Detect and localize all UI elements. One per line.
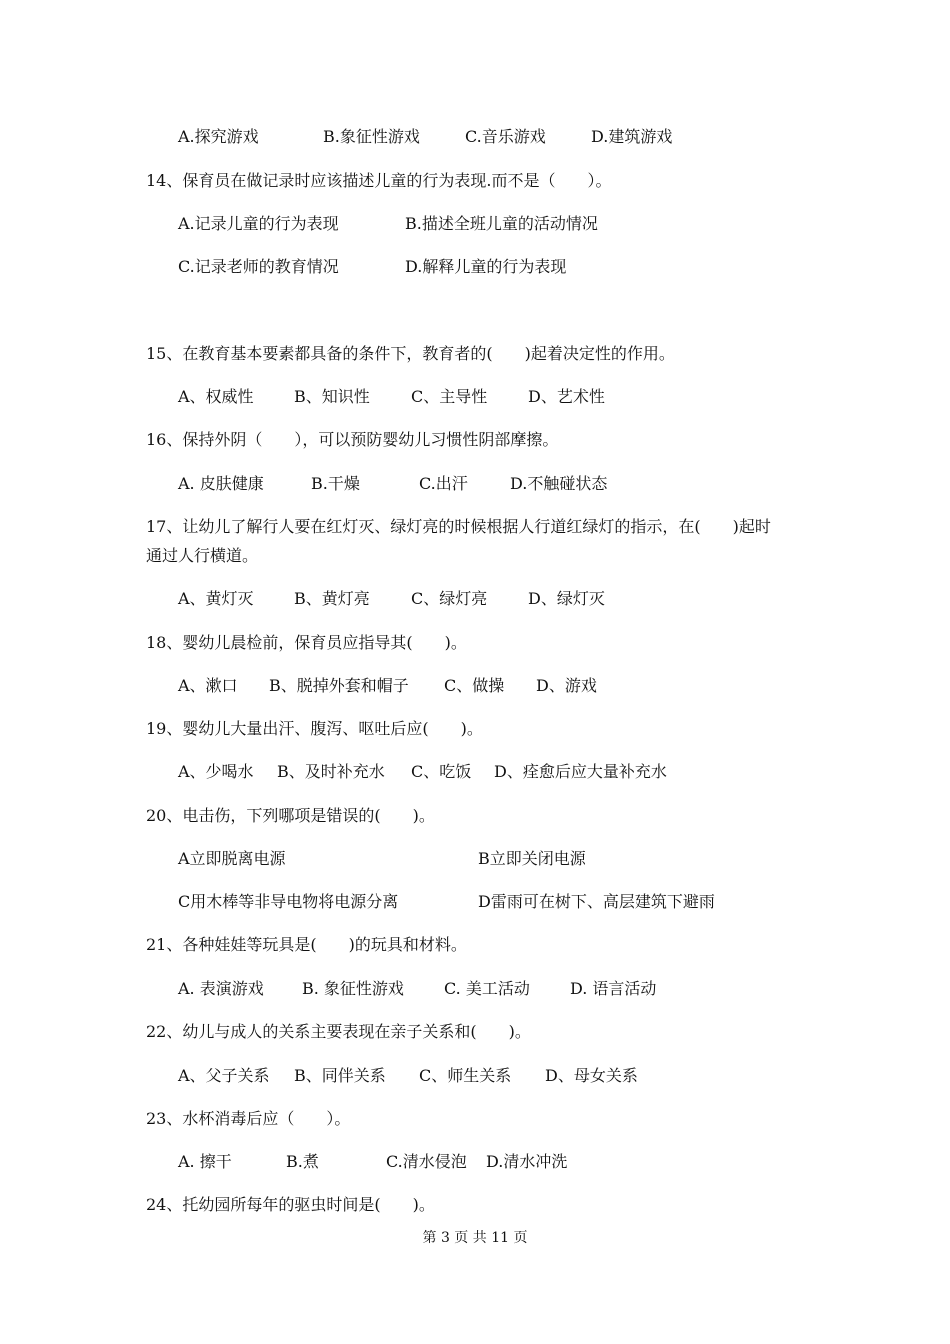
q16-option-b: B.干燥 bbox=[311, 474, 360, 493]
q22-option-b: B、同伴关系 bbox=[294, 1066, 386, 1085]
q15-option-d: D、艺术性 bbox=[528, 387, 605, 406]
q22-option-d: D、母女关系 bbox=[545, 1066, 638, 1085]
q17-question-line1: 17、让幼儿了解行人要在红灯灭、绿灯亮的时候根据人行道红绿灯的指示，在( )起时 bbox=[146, 517, 771, 536]
q14-option-d: D.解释儿童的行为表现 bbox=[405, 257, 567, 276]
q21-option-b: B. 象征性游戏 bbox=[302, 979, 404, 998]
q16-option-d: D.不触碰状态 bbox=[510, 474, 608, 493]
q21-option-c: C. 美工活动 bbox=[444, 979, 530, 998]
q13-option-c: C.音乐游戏 bbox=[465, 127, 546, 146]
q20-option-c: C用木棒等非导电物将电源分离 bbox=[178, 892, 399, 911]
page-footer: 第 3 页 共 11 页 bbox=[422, 1230, 528, 1246]
q18-option-a: A、漱口 bbox=[178, 676, 238, 695]
q23-option-a: A. 擦干 bbox=[178, 1152, 232, 1171]
q17-option-d: D、绿灯灭 bbox=[528, 589, 605, 608]
q19-option-c: C、吃饭 bbox=[411, 762, 472, 781]
q22-option-a: A、父子关系 bbox=[178, 1066, 270, 1085]
q19-option-b: B、及时补充水 bbox=[277, 762, 385, 781]
q22-question: 22、幼儿与成人的关系主要表现在亲子关系和( )。 bbox=[146, 1022, 531, 1041]
q18-option-b: B、脱掉外套和帽子 bbox=[269, 676, 409, 695]
q21-option-a: A. 表演游戏 bbox=[178, 979, 264, 998]
q20-option-a: A立即脱离电源 bbox=[178, 849, 286, 868]
q21-option-d: D. 语言活动 bbox=[570, 979, 657, 998]
q17-option-a: A、黄灯灭 bbox=[178, 589, 254, 608]
q13-option-d: D.建筑游戏 bbox=[591, 127, 673, 146]
q14-question: 14、保育员在做记录时应该描述儿童的行为表现.而不是（ ）。 bbox=[146, 171, 612, 190]
q23-option-c: C.清水侵泡 bbox=[386, 1152, 467, 1171]
q15-option-b: B、知识性 bbox=[294, 387, 370, 406]
q22-option-c: C、师生关系 bbox=[419, 1066, 512, 1085]
q23-option-d: D.清水冲洗 bbox=[486, 1152, 568, 1171]
q21-question: 21、各种娃娃等玩具是( )的玩具和材料。 bbox=[146, 935, 467, 954]
q18-question: 18、婴幼儿晨检前，保育员应指导其( )。 bbox=[146, 633, 467, 652]
q17-option-c: C、绿灯亮 bbox=[411, 589, 488, 608]
q20-option-d: D雷雨可在树下、高层建筑下避雨 bbox=[478, 892, 715, 911]
q17-question-line2: 通过人行横道。 bbox=[146, 546, 259, 565]
q15-option-c: C、主导性 bbox=[411, 387, 488, 406]
q15-option-a: A、权威性 bbox=[178, 387, 254, 406]
q23-option-b: B.煮 bbox=[286, 1152, 319, 1171]
q18-option-d: D、游戏 bbox=[536, 676, 597, 695]
q23-question: 23、水杯消毒后应（ ）。 bbox=[146, 1109, 351, 1128]
q14-option-c: C.记录老师的教育情况 bbox=[178, 257, 339, 276]
q16-option-a: A. 皮肤健康 bbox=[178, 474, 264, 493]
q13-option-b: B.象征性游戏 bbox=[323, 127, 420, 146]
q24-question: 24、托幼园所每年的驱虫时间是( )。 bbox=[146, 1195, 435, 1214]
q16-question: 16、保持外阴（ ），可以预防婴幼儿习惯性阴部摩擦。 bbox=[146, 430, 559, 449]
q16-option-c: C.出汗 bbox=[419, 474, 468, 493]
q13-option-a: A.探究游戏 bbox=[178, 127, 259, 146]
q19-option-d: D、痊愈后应大量补充水 bbox=[494, 762, 667, 781]
q19-question: 19、婴幼儿大量出汗、腹泻、呕吐后应( )。 bbox=[146, 719, 483, 738]
q17-option-b: B、黄灯亮 bbox=[294, 589, 370, 608]
q20-option-b: B立即关闭电源 bbox=[478, 849, 586, 868]
q15-question: 15、在教育基本要素都具备的条件下，教育者的( )起着决定性的作用。 bbox=[146, 344, 675, 363]
q14-option-a: A.记录儿童的行为表现 bbox=[178, 214, 339, 233]
q18-option-c: C、做操 bbox=[444, 676, 505, 695]
q20-question: 20、电击伤，下列哪项是错误的( )。 bbox=[146, 806, 435, 825]
q19-option-a: A、少喝水 bbox=[178, 762, 254, 781]
q14-option-b: B.描述全班儿童的活动情况 bbox=[405, 214, 598, 233]
